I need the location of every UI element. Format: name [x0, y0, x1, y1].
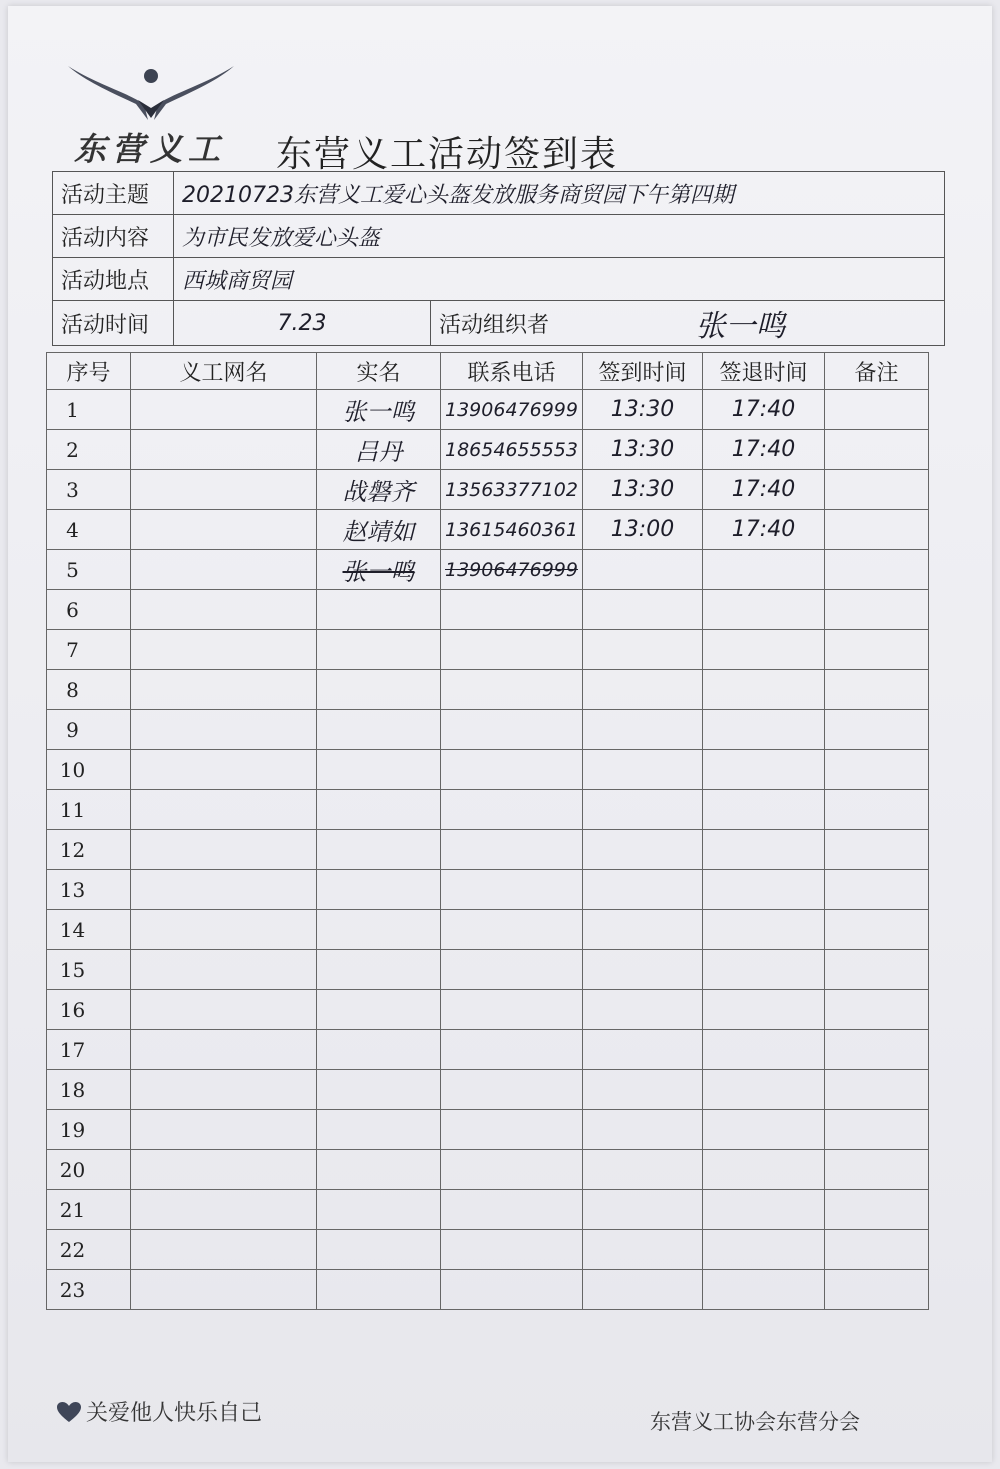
- volunteer-nickname-cell: [131, 910, 317, 950]
- real-name-cell: [317, 430, 441, 470]
- real-name-cell: [317, 1110, 441, 1150]
- real-name: 吕丹: [354, 438, 403, 466]
- row-number-cell: 22: [47, 1230, 131, 1270]
- remarks-cell: [825, 750, 929, 790]
- row-number-cell: 20: [47, 1150, 131, 1190]
- real-name-cell: [317, 470, 441, 510]
- remarks-cell: [825, 990, 929, 1030]
- theme-label: 活动主题: [53, 172, 174, 215]
- real-name-cell: [317, 1070, 441, 1110]
- sign-out-time: 17:40: [731, 477, 796, 502]
- remarks-cell: [825, 790, 929, 830]
- column-header: 备注: [825, 353, 929, 390]
- table-row: [47, 1110, 929, 1150]
- sign-in-time-cell: [583, 790, 703, 830]
- phone-number: 13906476999: [445, 558, 578, 581]
- table-row: [47, 1190, 929, 1230]
- sign-out-time-cell: [703, 830, 825, 870]
- remarks-cell: [825, 1230, 929, 1270]
- sign-in-time-cell: [583, 710, 703, 750]
- sign-out-time-cell: [703, 1150, 825, 1190]
- column-header: 联系电话: [441, 353, 583, 390]
- remarks-cell: [825, 630, 929, 670]
- remarks-cell: [825, 910, 929, 950]
- phone-number-cell: [441, 870, 583, 910]
- real-name: 赵靖如: [342, 518, 415, 546]
- phone-number-cell: [441, 710, 583, 750]
- volunteer-nickname-cell: [131, 830, 317, 870]
- row-number-cell: 14: [47, 910, 131, 950]
- phone-number-cell: [441, 390, 583, 430]
- remarks-cell: [825, 510, 929, 550]
- sign-in-time-cell: [583, 910, 703, 950]
- row-number-cell: 15: [47, 950, 131, 990]
- footer-organization: 东营义工协会东营分会: [650, 1410, 860, 1434]
- phone-number: 13615460361: [445, 518, 578, 541]
- sign-out-time-cell: [703, 670, 825, 710]
- volunteer-nickname-cell: [131, 1110, 317, 1150]
- table-row: [47, 1030, 929, 1070]
- real-name-cell: [317, 870, 441, 910]
- phone-number-cell: [441, 910, 583, 950]
- real-name-cell: [317, 550, 441, 590]
- sign-out-time-cell: [703, 990, 825, 1030]
- real-name-cell: [317, 590, 441, 630]
- row-number-cell: 7: [47, 630, 131, 670]
- sign-in-time-cell: [583, 510, 703, 550]
- sign-out-time-cell: [703, 750, 825, 790]
- real-name-cell: [317, 510, 441, 550]
- sign-out-time-cell: [703, 1270, 825, 1310]
- real-name-cell: [317, 790, 441, 830]
- remarks-cell: [825, 430, 929, 470]
- volunteer-nickname-cell: [131, 790, 317, 830]
- table-header-row: [47, 353, 929, 390]
- table-row: [47, 1150, 929, 1190]
- phone-number-cell: [441, 830, 583, 870]
- sign-out-time-cell: [703, 790, 825, 830]
- sign-out-time-cell: [703, 390, 825, 430]
- sign-in-time-cell: [583, 550, 703, 590]
- phone-number-cell: [441, 590, 583, 630]
- footer-slogan: [56, 1396, 262, 1427]
- sign-out-time-cell: [703, 1110, 825, 1150]
- sign-in-time-cell: [583, 1030, 703, 1070]
- sign-in-time: 13:30: [610, 437, 675, 462]
- table-row: [47, 830, 929, 870]
- remarks-cell: [825, 870, 929, 910]
- table-row: [47, 670, 929, 710]
- row-number-cell: 4: [47, 510, 131, 550]
- volunteer-nickname-cell: [131, 1150, 317, 1190]
- time-value: 7.23: [174, 301, 431, 346]
- sign-in-time-cell: [583, 1230, 703, 1270]
- phone-number-cell: [441, 670, 583, 710]
- sign-out-time-cell: [703, 470, 825, 510]
- sign-out-time-cell: [703, 510, 825, 550]
- phone-number-cell: [441, 510, 583, 550]
- phone-number-cell: [441, 1070, 583, 1110]
- time-label: 活动时间: [53, 301, 174, 346]
- table-row: [47, 550, 929, 590]
- volunteer-nickname-cell: [131, 950, 317, 990]
- sign-in-sheet: [8, 6, 992, 1462]
- volunteer-nickname-cell: [131, 590, 317, 630]
- sign-out-time-cell: [703, 950, 825, 990]
- sign-in-time: 13:00: [610, 517, 675, 542]
- real-name: 张一鸣: [342, 558, 415, 586]
- volunteer-nickname-cell: [131, 470, 317, 510]
- row-number-cell: 21: [47, 1190, 131, 1230]
- row-number-cell: 23: [47, 1270, 131, 1310]
- sign-in-time-cell: [583, 1150, 703, 1190]
- sign-in-time-cell: [583, 990, 703, 1030]
- row-number-cell: 6: [47, 590, 131, 630]
- remarks-cell: [825, 390, 929, 430]
- sign-out-time-cell: [703, 630, 825, 670]
- column-header: 序号: [47, 353, 131, 390]
- volunteer-nickname-cell: [131, 1230, 317, 1270]
- phone-number: 13906476999: [445, 398, 578, 421]
- activity-info-table: [52, 171, 945, 346]
- sign-in-time: 13:30: [610, 477, 675, 502]
- sign-in-time-cell: [583, 590, 703, 630]
- remarks-cell: [825, 470, 929, 510]
- row-number-cell: 18: [47, 1070, 131, 1110]
- sign-in-time-cell: [583, 750, 703, 790]
- sign-in-time-cell: [583, 1110, 703, 1150]
- brand-logotype: 东营义工: [74, 130, 227, 168]
- row-number-cell: 16: [47, 990, 131, 1030]
- volunteer-nickname-cell: [131, 1270, 317, 1310]
- real-name-cell: [317, 670, 441, 710]
- phone-number-cell: [441, 1110, 583, 1150]
- column-header: 签退时间: [703, 353, 825, 390]
- phone-number-cell: [441, 1150, 583, 1190]
- sign-out-time-cell: [703, 710, 825, 750]
- remarks-cell: [825, 1150, 929, 1190]
- sign-out-time-cell: [703, 1190, 825, 1230]
- sign-out-time-cell: [703, 910, 825, 950]
- phone-number-cell: [441, 1190, 583, 1230]
- phone-number: 18654655553: [445, 438, 578, 461]
- volunteer-nickname-cell: [131, 1190, 317, 1230]
- volunteer-nickname-cell: [131, 870, 317, 910]
- remarks-cell: [825, 830, 929, 870]
- remarks-cell: [825, 1070, 929, 1110]
- location-label: 活动地点: [53, 258, 174, 301]
- remarks-cell: [825, 950, 929, 990]
- remarks-cell: [825, 1190, 929, 1230]
- column-header: 义工网名: [131, 353, 317, 390]
- remarks-cell: [825, 1030, 929, 1070]
- attendance-table: [46, 352, 929, 1310]
- table-row: [47, 510, 929, 550]
- sign-out-time-cell: [703, 1230, 825, 1270]
- sign-in-time-cell: [583, 1270, 703, 1310]
- row-number-cell: 12: [47, 830, 131, 870]
- phone-number-cell: [441, 1030, 583, 1070]
- volunteer-nickname-cell: [131, 710, 317, 750]
- sign-in-time-cell: [583, 470, 703, 510]
- volunteer-nickname-cell: [131, 1030, 317, 1070]
- remarks-cell: [825, 590, 929, 630]
- row-number-cell: 10: [47, 750, 131, 790]
- organizer-value: 张一鸣: [688, 301, 945, 346]
- column-header: 签到时间: [583, 353, 703, 390]
- row-number-cell: 19: [47, 1110, 131, 1150]
- volunteer-nickname-cell: [131, 1070, 317, 1110]
- real-name-cell: [317, 830, 441, 870]
- row-number-cell: 17: [47, 1030, 131, 1070]
- column-header: 实名: [317, 353, 441, 390]
- content-label: 活动内容: [53, 215, 174, 258]
- phone-number: 13563377102: [445, 478, 578, 501]
- sign-out-time: 17:40: [731, 397, 796, 422]
- remarks-cell: [825, 710, 929, 750]
- sign-in-time-cell: [583, 1190, 703, 1230]
- row-number-cell: 11: [47, 790, 131, 830]
- row-number-cell: 5: [47, 550, 131, 590]
- phone-number-cell: [441, 470, 583, 510]
- table-row: [47, 630, 929, 670]
- sign-out-time-cell: [703, 1070, 825, 1110]
- table-row: [47, 910, 929, 950]
- remarks-cell: [825, 1270, 929, 1310]
- sign-in-time-cell: [583, 870, 703, 910]
- sign-in-time-cell: [583, 630, 703, 670]
- table-row: [47, 710, 929, 750]
- phone-number-cell: [441, 750, 583, 790]
- phone-number-cell: [441, 550, 583, 590]
- real-name-cell: [317, 390, 441, 430]
- volunteer-nickname-cell: [131, 430, 317, 470]
- phone-number-cell: [441, 630, 583, 670]
- slogan-text: 关爱他人快乐自己: [86, 1401, 263, 1426]
- real-name-cell: [317, 1030, 441, 1070]
- table-row: [47, 990, 929, 1030]
- table-row: [47, 430, 929, 470]
- sign-out-time: 17:40: [731, 517, 796, 542]
- table-row: [47, 950, 929, 990]
- row-number-cell: 9: [47, 710, 131, 750]
- sign-out-time-cell: [703, 1030, 825, 1070]
- heart-icon: [56, 1401, 82, 1423]
- phone-number-cell: [441, 1270, 583, 1310]
- sign-in-time: 13:30: [610, 397, 675, 422]
- sign-out-time-cell: [703, 430, 825, 470]
- real-name-cell: [317, 1190, 441, 1230]
- real-name-cell: [317, 750, 441, 790]
- real-name-cell: [317, 910, 441, 950]
- row-number-cell: 1: [47, 390, 131, 430]
- table-row: [47, 1230, 929, 1270]
- sign-in-time-cell: [583, 670, 703, 710]
- sign-in-time-cell: [583, 950, 703, 990]
- sign-in-time-cell: [583, 430, 703, 470]
- table-row: [47, 1270, 929, 1310]
- sign-in-time-cell: [583, 1070, 703, 1110]
- sign-out-time-cell: [703, 550, 825, 590]
- content-value: 为市民发放爱心头盔: [174, 215, 945, 258]
- table-body: [47, 390, 929, 1310]
- real-name-cell: [317, 1270, 441, 1310]
- organizer-label: 活动组织者: [431, 301, 688, 346]
- real-name-cell: [317, 990, 441, 1030]
- page-title: 东营义工活动签到表: [276, 134, 619, 175]
- remarks-cell: [825, 550, 929, 590]
- volunteer-nickname-cell: [131, 670, 317, 710]
- volunteer-nickname-cell: [131, 550, 317, 590]
- real-name-cell: [317, 710, 441, 750]
- volunteer-nickname-cell: [131, 990, 317, 1030]
- location-value: 西城商贸园: [174, 258, 945, 301]
- row-number-cell: 13: [47, 870, 131, 910]
- row-number-cell: 3: [47, 470, 131, 510]
- table-row: [47, 470, 929, 510]
- table-row: [47, 390, 929, 430]
- sign-in-time-cell: [583, 830, 703, 870]
- volunteer-nickname-cell: [131, 630, 317, 670]
- sign-out-time-cell: [703, 870, 825, 910]
- real-name: 战磐齐: [342, 478, 415, 506]
- row-number-cell: 8: [47, 670, 131, 710]
- row-number-cell: 2: [47, 430, 131, 470]
- phone-number-cell: [441, 430, 583, 470]
- eagle-logo-icon: [66, 60, 236, 130]
- theme-value: 20210723东营义工爱心头盔发放服务商贸园下午第四期: [174, 172, 945, 215]
- real-name-cell: [317, 630, 441, 670]
- real-name-cell: [317, 950, 441, 990]
- volunteer-nickname-cell: [131, 390, 317, 430]
- table-row: [47, 1070, 929, 1110]
- remarks-cell: [825, 670, 929, 710]
- table-row: [47, 750, 929, 790]
- real-name-cell: [317, 1150, 441, 1190]
- volunteer-nickname-cell: [131, 750, 317, 790]
- sign-out-time-cell: [703, 590, 825, 630]
- remarks-cell: [825, 1110, 929, 1150]
- table-row: [47, 870, 929, 910]
- sign-out-time: 17:40: [731, 437, 796, 462]
- phone-number-cell: [441, 950, 583, 990]
- volunteer-nickname-cell: [131, 510, 317, 550]
- phone-number-cell: [441, 790, 583, 830]
- real-name-cell: [317, 1230, 441, 1270]
- real-name: 张一鸣: [342, 398, 415, 426]
- sign-in-time-cell: [583, 390, 703, 430]
- phone-number-cell: [441, 1230, 583, 1270]
- table-row: [47, 790, 929, 830]
- table-row: [47, 590, 929, 630]
- phone-number-cell: [441, 990, 583, 1030]
